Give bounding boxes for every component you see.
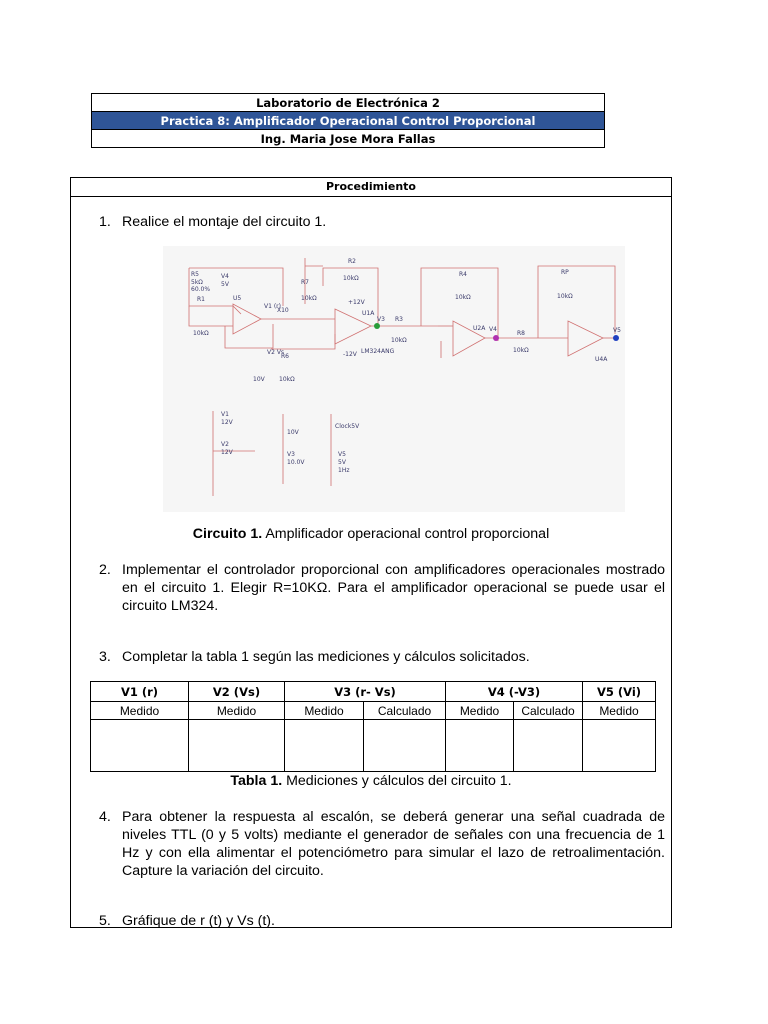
label-u1a: U1A bbox=[362, 310, 375, 317]
label-r5p: 60.0% bbox=[191, 286, 211, 293]
label-v1sv: 12V bbox=[221, 419, 233, 426]
sub-header: Calculado bbox=[514, 702, 583, 720]
label-rpv: 10kΩ bbox=[557, 293, 573, 300]
label-rp: RP bbox=[561, 269, 569, 276]
measurements-table bbox=[90, 681, 656, 772]
step-number: 1. bbox=[99, 214, 111, 230]
step-2 bbox=[99, 561, 665, 615]
step-number: 4. bbox=[99, 809, 111, 825]
label-clk: Clock5V bbox=[335, 423, 360, 430]
step-3 bbox=[99, 648, 665, 666]
sub-header: Medido bbox=[91, 702, 189, 720]
step-4 bbox=[99, 808, 665, 880]
table-cell[interactable] bbox=[189, 720, 285, 772]
sub-header: Medido bbox=[583, 702, 656, 720]
label-u5: U5 bbox=[233, 295, 242, 302]
label-r4v: 10kΩ bbox=[455, 294, 471, 301]
course-title: Laboratorio de Electrónica 2 bbox=[92, 94, 605, 112]
instructor-name: Ing. Maria Jose Mora Fallas bbox=[92, 130, 605, 148]
col-header: V2 (Vs) bbox=[189, 682, 285, 702]
step-number: 2. bbox=[99, 562, 111, 578]
col-header: V4 (-V3) bbox=[446, 682, 583, 702]
table-cell[interactable] bbox=[446, 720, 514, 772]
label-r6: R6 bbox=[281, 353, 289, 360]
figure-caption-text: Amplificador operacional control proporcional bbox=[262, 526, 550, 542]
label-v3: V3 bbox=[377, 316, 385, 323]
label-v2: V2 Vs bbox=[267, 349, 285, 356]
label-r4: R4 bbox=[459, 271, 467, 278]
col-header: V5 (Vi) bbox=[583, 682, 656, 702]
table-cell[interactable] bbox=[583, 720, 656, 772]
header-table bbox=[91, 93, 605, 148]
label-v10: 10V bbox=[253, 376, 265, 383]
step-text: Realice el montaje del circuito 1. bbox=[122, 214, 327, 230]
label-r3: R3 bbox=[395, 316, 403, 323]
table-cell[interactable] bbox=[364, 720, 446, 772]
figure-caption bbox=[71, 526, 671, 542]
label-r8: R8 bbox=[517, 330, 525, 337]
label-r2v: 10kΩ bbox=[343, 275, 359, 282]
label-v3sv: 10.0V bbox=[287, 459, 305, 466]
step-number: 5. bbox=[99, 913, 111, 929]
table-cell[interactable] bbox=[514, 720, 583, 772]
table-caption-text: Mediciones y cálculos del circuito 1. bbox=[282, 773, 512, 789]
label-v4v: 5V bbox=[221, 281, 229, 288]
label-p12v: +12V bbox=[348, 299, 365, 306]
label-v4n: V4 bbox=[489, 326, 497, 333]
step-text: Implementar el controlador proporcional con amplificadores operacionales mostrado en el circuito 1. Elegir R=10KΩ. Para el amplificador operacional se puede usar el circuito LM324. bbox=[122, 562, 665, 614]
label-r6v: 10kΩ bbox=[279, 376, 295, 383]
label-u4a: U4A bbox=[595, 356, 608, 363]
label-v1s: V1 bbox=[221, 411, 229, 418]
label-v5s: V5 bbox=[338, 451, 346, 458]
label-v2sv: 12V bbox=[221, 449, 233, 456]
label-v4: V4 bbox=[221, 273, 229, 280]
step-5 bbox=[99, 912, 665, 930]
label-lm: LM324ANG bbox=[361, 348, 395, 355]
procedure-box bbox=[70, 177, 672, 928]
label-n12v: -12V bbox=[343, 351, 357, 358]
practice-title: Practica 8: Amplificador Operacional Control Proporcional bbox=[92, 112, 605, 130]
label-r5: R5 bbox=[191, 271, 199, 278]
step-text: Completar la tabla 1 según las mediciones y cálculos solicitados. bbox=[122, 649, 530, 665]
procedure-title: Procedimiento bbox=[71, 178, 671, 197]
label-r2: R2 bbox=[348, 258, 356, 265]
label-r1: R1 bbox=[197, 296, 205, 303]
label-v5: V5 bbox=[613, 327, 621, 334]
sub-header: Medido bbox=[189, 702, 285, 720]
col-header: V3 (r- Vs) bbox=[285, 682, 446, 702]
label-r1v: 10kΩ bbox=[193, 330, 209, 337]
sub-header: Medido bbox=[285, 702, 364, 720]
step-1 bbox=[99, 213, 665, 231]
label-u2a: U2A bbox=[473, 325, 486, 332]
circuit-diagram bbox=[163, 246, 625, 512]
label-v1: V1 (r) bbox=[264, 303, 281, 310]
label-v5sv: 5V bbox=[338, 459, 346, 466]
table-cell[interactable] bbox=[91, 720, 189, 772]
label-r8v: 10kΩ bbox=[513, 347, 529, 354]
figure-caption-bold: Circuito 1. bbox=[192, 526, 263, 542]
col-header: V1 (r) bbox=[91, 682, 189, 702]
step-number: 3. bbox=[99, 649, 111, 665]
label-v3s: V3 bbox=[287, 451, 295, 458]
label-r3v: 10kΩ bbox=[391, 337, 407, 344]
label-r5v: 5kΩ bbox=[191, 279, 203, 286]
label-v2s: V2 bbox=[221, 441, 229, 448]
sub-header: Calculado bbox=[364, 702, 446, 720]
table-caption bbox=[71, 773, 671, 789]
step-text: Gráfique de r (t) y Vs (t). bbox=[122, 913, 275, 929]
label-hz: 1Hz bbox=[338, 467, 350, 474]
step-text: Para obtener la respuesta al escalón, se deberá generar una señal cuadrada de niveles TTL (0 y 5 volts) mediante el generador de señales con una frecuencia de 1 Hz y con ella alimentar el potenciómetro para simular el lazo de retroalimentación. Capture la variación del circuito. bbox=[122, 809, 665, 879]
sub-header: Medido bbox=[446, 702, 514, 720]
circuit-schematic bbox=[163, 246, 625, 512]
label-r7: R7 bbox=[301, 279, 309, 286]
table-caption-bold: Tabla 1. bbox=[230, 773, 283, 789]
label-r7v: 10kΩ bbox=[301, 295, 317, 302]
label-x10: X10 bbox=[277, 307, 289, 314]
table-cell[interactable] bbox=[285, 720, 364, 772]
label-v10l: 10V bbox=[287, 429, 299, 436]
